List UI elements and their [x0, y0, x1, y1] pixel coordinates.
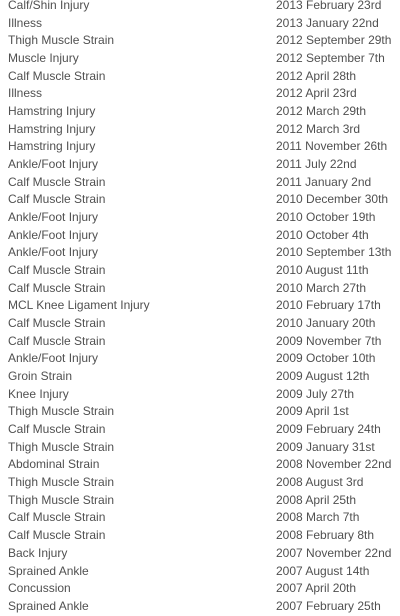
injury-type: Thigh Muscle Strain: [8, 475, 115, 490]
injury-date: 2008 March 7th: [276, 510, 360, 525]
injury-date: 2008 November 22nd: [276, 457, 392, 472]
injury-row: [0, 386, 400, 404]
injury-type: Groin Strain: [8, 369, 73, 384]
injury-date: 2009 April 1st: [276, 404, 349, 419]
injury-date: 2007 April 20th: [276, 581, 357, 596]
injury-type: Muscle Injury: [8, 51, 79, 66]
injury-row: [0, 280, 400, 298]
injury-type: Calf/Shin Injury: [8, 0, 90, 12]
injury-row: [0, 545, 400, 563]
injury-row: [0, 262, 400, 280]
injury-type: Calf Muscle Strain: [8, 192, 106, 207]
injury-date: 2008 February 8th: [276, 528, 375, 543]
injury-type: Hamstring Injury: [8, 104, 96, 119]
injury-row: [0, 244, 400, 262]
injury-row: [0, 50, 400, 68]
injury-date: 2007 November 22nd: [276, 545, 392, 560]
injury-row: [0, 421, 400, 439]
injury-date: 2012 September 7th: [276, 51, 385, 66]
injury-type: Hamstring Injury: [8, 121, 96, 136]
injury-row: [0, 563, 400, 581]
injury-type: Ankle/Foot Injury: [8, 227, 99, 242]
injury-row: [0, 403, 400, 421]
injury-date: 2010 August 11th: [276, 263, 369, 278]
injury-date: 2010 October 19th: [276, 210, 376, 225]
injury-type: Calf Muscle Strain: [8, 68, 106, 83]
injury-date: 2007 August 14th: [276, 563, 370, 578]
injury-date: 2012 April 28th: [276, 68, 357, 83]
injury-type: Hamstring Injury: [8, 139, 96, 154]
injury-date: 2012 March 3rd: [276, 121, 361, 136]
injury-date: 2011 November 26th: [276, 139, 388, 154]
injury-date: 2009 July 27th: [276, 386, 355, 401]
injury-type: Calf Muscle Strain: [8, 174, 106, 189]
injury-row: [0, 333, 400, 351]
injury-row: [0, 121, 400, 139]
injury-row: [0, 227, 400, 245]
injury-date: 2009 January 31st: [276, 439, 375, 454]
injury-date: 2010 February 17th: [276, 298, 381, 313]
injury-date: 2009 November 7th: [276, 333, 382, 348]
injury-type: Calf Muscle Strain: [8, 528, 106, 543]
injury-date: 2012 September 29th: [276, 33, 392, 48]
injury-row: [0, 580, 400, 598]
injury-row: [0, 174, 400, 192]
injury-row: [0, 32, 400, 50]
injury-type: Concussion: [8, 581, 71, 596]
injury-row: [0, 297, 400, 315]
injury-row: [0, 439, 400, 457]
injury-type: Illness: [8, 15, 43, 30]
injury-date: 2011 January 2nd: [276, 174, 372, 189]
injury-type: Calf Muscle Strain: [8, 263, 106, 278]
injury-type: Calf Muscle Strain: [8, 422, 106, 437]
injury-date: 2008 August 3rd: [276, 475, 364, 490]
injury-date: 2008 April 25th: [276, 492, 357, 507]
injury-type: Ankle/Foot Injury: [8, 245, 99, 260]
injury-row: [0, 509, 400, 527]
injury-row: [0, 0, 400, 15]
injury-date: 2012 April 23rd: [276, 86, 357, 101]
injury-date: 2010 March 27th: [276, 280, 367, 295]
injury-type: Thigh Muscle Strain: [8, 439, 115, 454]
injury-date: 2010 January 20th: [276, 316, 376, 331]
injury-type: Calf Muscle Strain: [8, 510, 106, 525]
injury-row: [0, 191, 400, 209]
injury-type: Sprained Ankle: [8, 598, 89, 613]
injury-date: 2011 July 22nd: [276, 157, 357, 172]
injury-type: MCL Knee Ligament Injury: [8, 298, 150, 313]
injury-row: [0, 456, 400, 474]
injury-date: 2009 October 10th: [276, 351, 376, 366]
injury-date: 2007 February 25th: [276, 598, 381, 613]
injury-row: [0, 209, 400, 227]
injury-row: [0, 85, 400, 103]
injury-type: Ankle/Foot Injury: [8, 210, 99, 225]
injury-row: [0, 15, 400, 33]
injury-type: Sprained Ankle: [8, 563, 89, 578]
injury-type: Illness: [8, 86, 43, 101]
injury-type: Calf Muscle Strain: [8, 333, 106, 348]
injury-row: [0, 474, 400, 492]
injury-date: 2013 January 22nd: [276, 15, 379, 30]
injury-row: [0, 68, 400, 86]
injury-date: 2012 March 29th: [276, 104, 367, 119]
injury-type: Thigh Muscle Strain: [8, 492, 115, 507]
injury-row: [0, 315, 400, 333]
injury-row: [0, 103, 400, 121]
injury-row: [0, 368, 400, 386]
injury-row: [0, 350, 400, 368]
injury-type: Abdominal Strain: [8, 457, 100, 472]
injury-type: Calf Muscle Strain: [8, 316, 106, 331]
injury-date: 2010 October 4th: [276, 227, 369, 242]
injury-type: Calf Muscle Strain: [8, 280, 106, 295]
injury-type: Thigh Muscle Strain: [8, 404, 115, 419]
injury-date: 2009 August 12th: [276, 369, 370, 384]
injury-row: [0, 492, 400, 510]
injury-date: 2013 February 23rd: [276, 0, 382, 12]
injury-date: 2010 September 13th: [276, 245, 392, 260]
injury-type: Ankle/Foot Injury: [8, 351, 99, 366]
injury-row: [0, 156, 400, 174]
injury-type: Back Injury: [8, 545, 68, 560]
injury-date: 2009 February 24th: [276, 422, 381, 437]
injury-type: Ankle/Foot Injury: [8, 157, 99, 172]
injury-type: Knee Injury: [8, 386, 69, 401]
injury-row: [0, 138, 400, 156]
injury-row: [0, 527, 400, 545]
injury-type: Thigh Muscle Strain: [8, 33, 115, 48]
injury-row: [0, 598, 400, 616]
injury-date: 2010 December 30th: [276, 192, 389, 207]
